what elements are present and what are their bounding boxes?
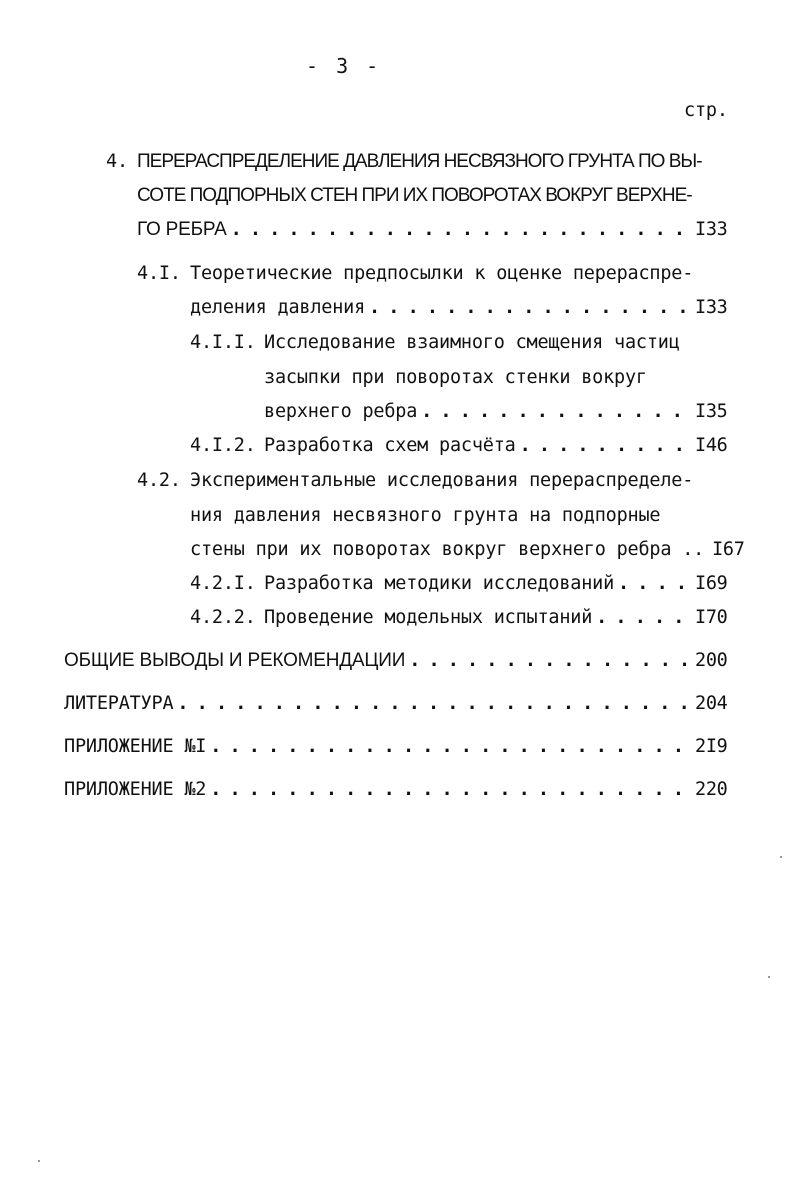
toc-appendix1-entry — [64, 736, 727, 758]
toc-conclusions-entry — [64, 650, 727, 672]
scan-speck — [38, 1160, 40, 1162]
toc-literature-page: 204 — [695, 693, 728, 714]
toc-s422-line1: Проведение модельных испытаний — [264, 607, 593, 628]
toc-s412-entry — [264, 435, 727, 457]
toc-s422-page: I70 — [695, 607, 728, 628]
scan-speck — [780, 856, 782, 858]
toc-s411-line1: Исследование взаимного смещения частиц — [264, 332, 680, 353]
leader-dots — [421, 401, 691, 423]
toc-s421-entry — [264, 573, 727, 595]
page-column-label: стр. — [684, 100, 728, 121]
toc-conclusions-page: 200 — [695, 650, 728, 671]
toc-s42-line3: стены при их поворотах вокруг верхнего ребра .. — [190, 539, 705, 560]
toc-ch4-number: 4. — [106, 151, 128, 172]
leader-dots — [210, 736, 691, 758]
toc-s422-number: 4.2.2. — [190, 607, 256, 628]
leader-dots — [231, 219, 691, 241]
toc-s41-page: I33 — [695, 297, 728, 318]
toc-s42-page: I67 — [712, 539, 745, 560]
toc-s421-number: 4.2.I. — [190, 573, 256, 594]
toc-s421-line1: Разработка методики исследований — [264, 573, 615, 594]
toc-s41-entry — [190, 297, 727, 319]
toc-s411-line2: засыпки при поворотах стенки вокруг — [264, 367, 647, 388]
toc-appendix1-page: 2I9 — [695, 736, 728, 757]
toc-s421-page: I69 — [695, 573, 728, 594]
toc-appendix2-label: ПРИЛОЖЕНИЕ №2 — [64, 779, 207, 800]
toc-s42-number: 4.2. — [137, 470, 181, 491]
leader-dots — [520, 435, 691, 457]
toc-s412-line1: Разработка схем расчёта — [264, 435, 516, 456]
toc-s412-page: I46 — [695, 435, 728, 456]
toc-ch4-page: I33 — [695, 219, 728, 240]
toc-s412-number: 4.I.2. — [190, 435, 256, 456]
toc-appendix2-page: 220 — [695, 779, 728, 800]
leader-dots — [409, 650, 691, 672]
toc-s42-entry — [190, 539, 745, 561]
toc-ch4-entry — [137, 219, 727, 241]
leader-dots — [618, 573, 691, 595]
toc-s411-page: I35 — [695, 401, 728, 422]
toc-literature-entry — [64, 693, 727, 715]
toc-s42-line2: ния давления несвязного грунта на подпорные — [190, 505, 661, 526]
toc-s42-line1: Экспериментальные исследования перераспределе- — [190, 470, 694, 491]
leader-dots — [596, 607, 691, 629]
toc-s411-number: 4.I.I. — [190, 332, 256, 353]
toc-s41-line2: деления давления — [190, 297, 366, 318]
leader-dots — [210, 779, 691, 801]
toc-conclusions-label: ОБЩИЕ ВЫВОДЫ И РЕКОМЕНДАЦИИ — [64, 650, 406, 671]
toc-s411-entry — [264, 401, 727, 423]
leader-dots — [177, 693, 691, 715]
leader-dots — [369, 297, 691, 319]
toc-ch4-line2: СОТЕ ПОДПОРНЫХ СТЕН ПРИ ИХ ПОВОРОТАХ ВОКРУГ ВЕРХНЕ- — [137, 185, 692, 206]
toc-appendix2-entry — [64, 779, 727, 801]
toc-s41-line1: Теоретические предпосылки к оценке перераспре- — [190, 263, 694, 284]
toc-s41-number: 4.I. — [137, 263, 181, 284]
toc-s411-line3: верхнего ребра — [264, 401, 418, 422]
scan-speck — [768, 976, 770, 978]
toc-s422-entry — [264, 607, 727, 629]
toc-appendix1-label: ПРИЛОЖЕНИЕ №I — [64, 736, 207, 757]
toc-ch4-line3: ГО РЕБРА — [137, 219, 227, 240]
page-number: - 3 - — [306, 54, 382, 78]
toc-literature-label: ЛИТЕРАТУРА — [64, 693, 174, 714]
toc-ch4-line1: ПЕРЕРАСПРЕДЕЛЕНИЕ ДАВЛЕНИЯ НЕСВЯЗНОГО ГРУНТА ПО ВЫ- — [137, 151, 702, 172]
